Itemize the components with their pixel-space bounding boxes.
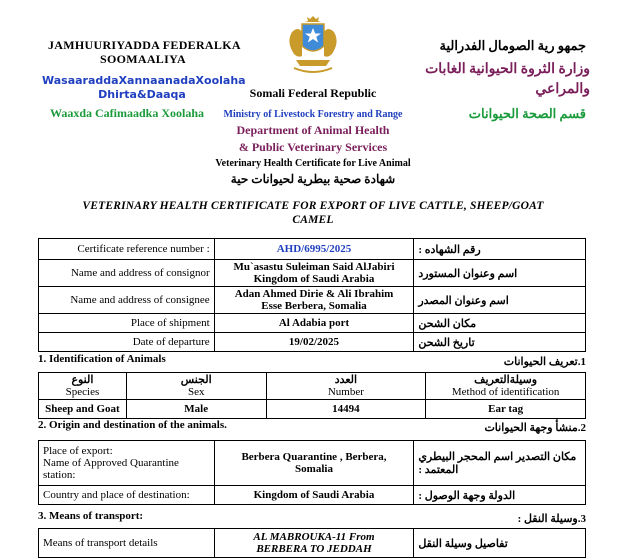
export-value: Berbera Quarantine , Berbera, Somalia <box>214 441 414 486</box>
transport-label-ar: تفاصيل وسيلة النقل <box>414 529 586 558</box>
animals-table <box>38 372 586 419</box>
section-1-title: 1. Identification of Animals <box>38 353 166 365</box>
document-title: VETERINARY HEALTH CERTIFICATE FOR EXPORT OF LIVE CATTLE, SHEEP/GOAT CAMEL <box>82 200 544 226</box>
header-arabic-department: قسم الصحة الحيوانات <box>468 106 586 121</box>
republic-title: Somali Federal Republic <box>249 86 377 100</box>
section-2-title: 2. Origin and destination of the animals. <box>38 419 227 431</box>
consignee-label-ar: اسم وعنوان المصدر <box>414 287 586 314</box>
table-row <box>39 486 586 505</box>
consignor-label-ar: اسم وعنوان المستورد <box>414 260 586 287</box>
shipment-label: Place of shipment <box>39 314 215 333</box>
header-somali-department: Waaxda Cafimaadka Xoolaha <box>50 106 205 120</box>
table-header-row <box>39 373 586 400</box>
header-arabic-title: جمهو رية الصومال الفدرالية <box>439 38 586 53</box>
certificate-title-ar: شهادة صحية بيطرية لحيوانات حية <box>230 172 396 186</box>
export-label: Place of export: Name of Approved Quarantine station: <box>39 441 215 486</box>
origin-table <box>38 440 586 505</box>
coat-of-arms-icon <box>284 14 342 76</box>
header-arabic-ministry: وزارة الثروة الحيوانية الغابات والمراعي <box>425 62 590 97</box>
table-row <box>39 400 586 419</box>
shipment-value: Al Adabia port <box>214 314 414 333</box>
table-row <box>39 287 586 314</box>
departure-value: 19/02/2025 <box>214 333 414 352</box>
shipment-label-ar: مكان الشحن <box>414 314 586 333</box>
consignee-value: Adan Ahmed Dirie & Ali Ibrahim Esse Berbera, Somalia <box>214 287 414 314</box>
transport-label: Means of transport details <box>39 529 215 558</box>
ministry-title: Ministry of Livestock Forestry and Range <box>223 109 403 120</box>
transport-value: AL MABROUKA-11 From BERBERA TO JEDDAH <box>214 529 414 558</box>
department-title: Department of Animal Health & Public Veterinary Services <box>236 123 390 154</box>
transport-table <box>38 528 586 558</box>
header-somali-ministry: WasaaraddaXannaanadaXoolaha Dhirta&Daaqa <box>42 74 246 101</box>
species-header: النوع Species <box>39 373 127 400</box>
reference-label-ar: رقم الشهاده : <box>414 239 586 260</box>
destination-value: Kingdom of Saudi Arabia <box>214 486 414 505</box>
destination-label-ar: الدولة وجهة الوصول : <box>414 486 586 505</box>
consignor-value: Mu`asastu Suleiman Said AlJabiri Kingdom of Saudi Arabia <box>214 260 414 287</box>
table-row <box>39 441 586 486</box>
consignor-label: Name and address of consignor <box>39 260 215 287</box>
reference-value: AHD/6995/2025 <box>214 239 414 260</box>
header-somali-title: JAMHUURIYADDA FEDERALKA SOOMAALIYA <box>48 38 241 66</box>
identification-value: Ear tag <box>426 400 586 419</box>
reference-label: Certificate reference number : <box>39 239 215 260</box>
table-row <box>39 260 586 287</box>
table-row <box>39 314 586 333</box>
certificate-title-en: Veterinary Health Certificate for Live Animal <box>215 158 411 169</box>
section-3-title: 3. Means of transport: <box>38 510 144 522</box>
section-3-title-ar: 3.وسيلة النقل : <box>517 513 586 525</box>
sex-header: الجنس Sex <box>126 373 266 400</box>
departure-label-ar: تاريخ الشحن <box>414 333 586 352</box>
table-row <box>39 333 586 352</box>
export-label-ar: مكان التصدير اسم المحجر البيطري المعتمد : <box>414 441 586 486</box>
species-value: Sheep and Goat <box>39 400 127 419</box>
table-row <box>39 529 586 558</box>
departure-label: Date of departure <box>39 333 215 352</box>
number-value: 14494 <box>266 400 426 419</box>
sex-value: Male <box>126 400 266 419</box>
reference-table <box>38 238 586 352</box>
number-header: العدد Number <box>266 373 426 400</box>
destination-label: Country and place of destination: <box>39 486 215 505</box>
section-1-title-ar: 1.تعريف الحيوانات <box>503 356 586 368</box>
identification-header: وسيلةالتعريف Method of identification <box>426 373 586 400</box>
section-2-title-ar: 2.منشأ وجهة الحيوانات <box>484 422 586 434</box>
consignee-label: Name and address of consignee <box>39 287 215 314</box>
table-row <box>39 239 586 260</box>
